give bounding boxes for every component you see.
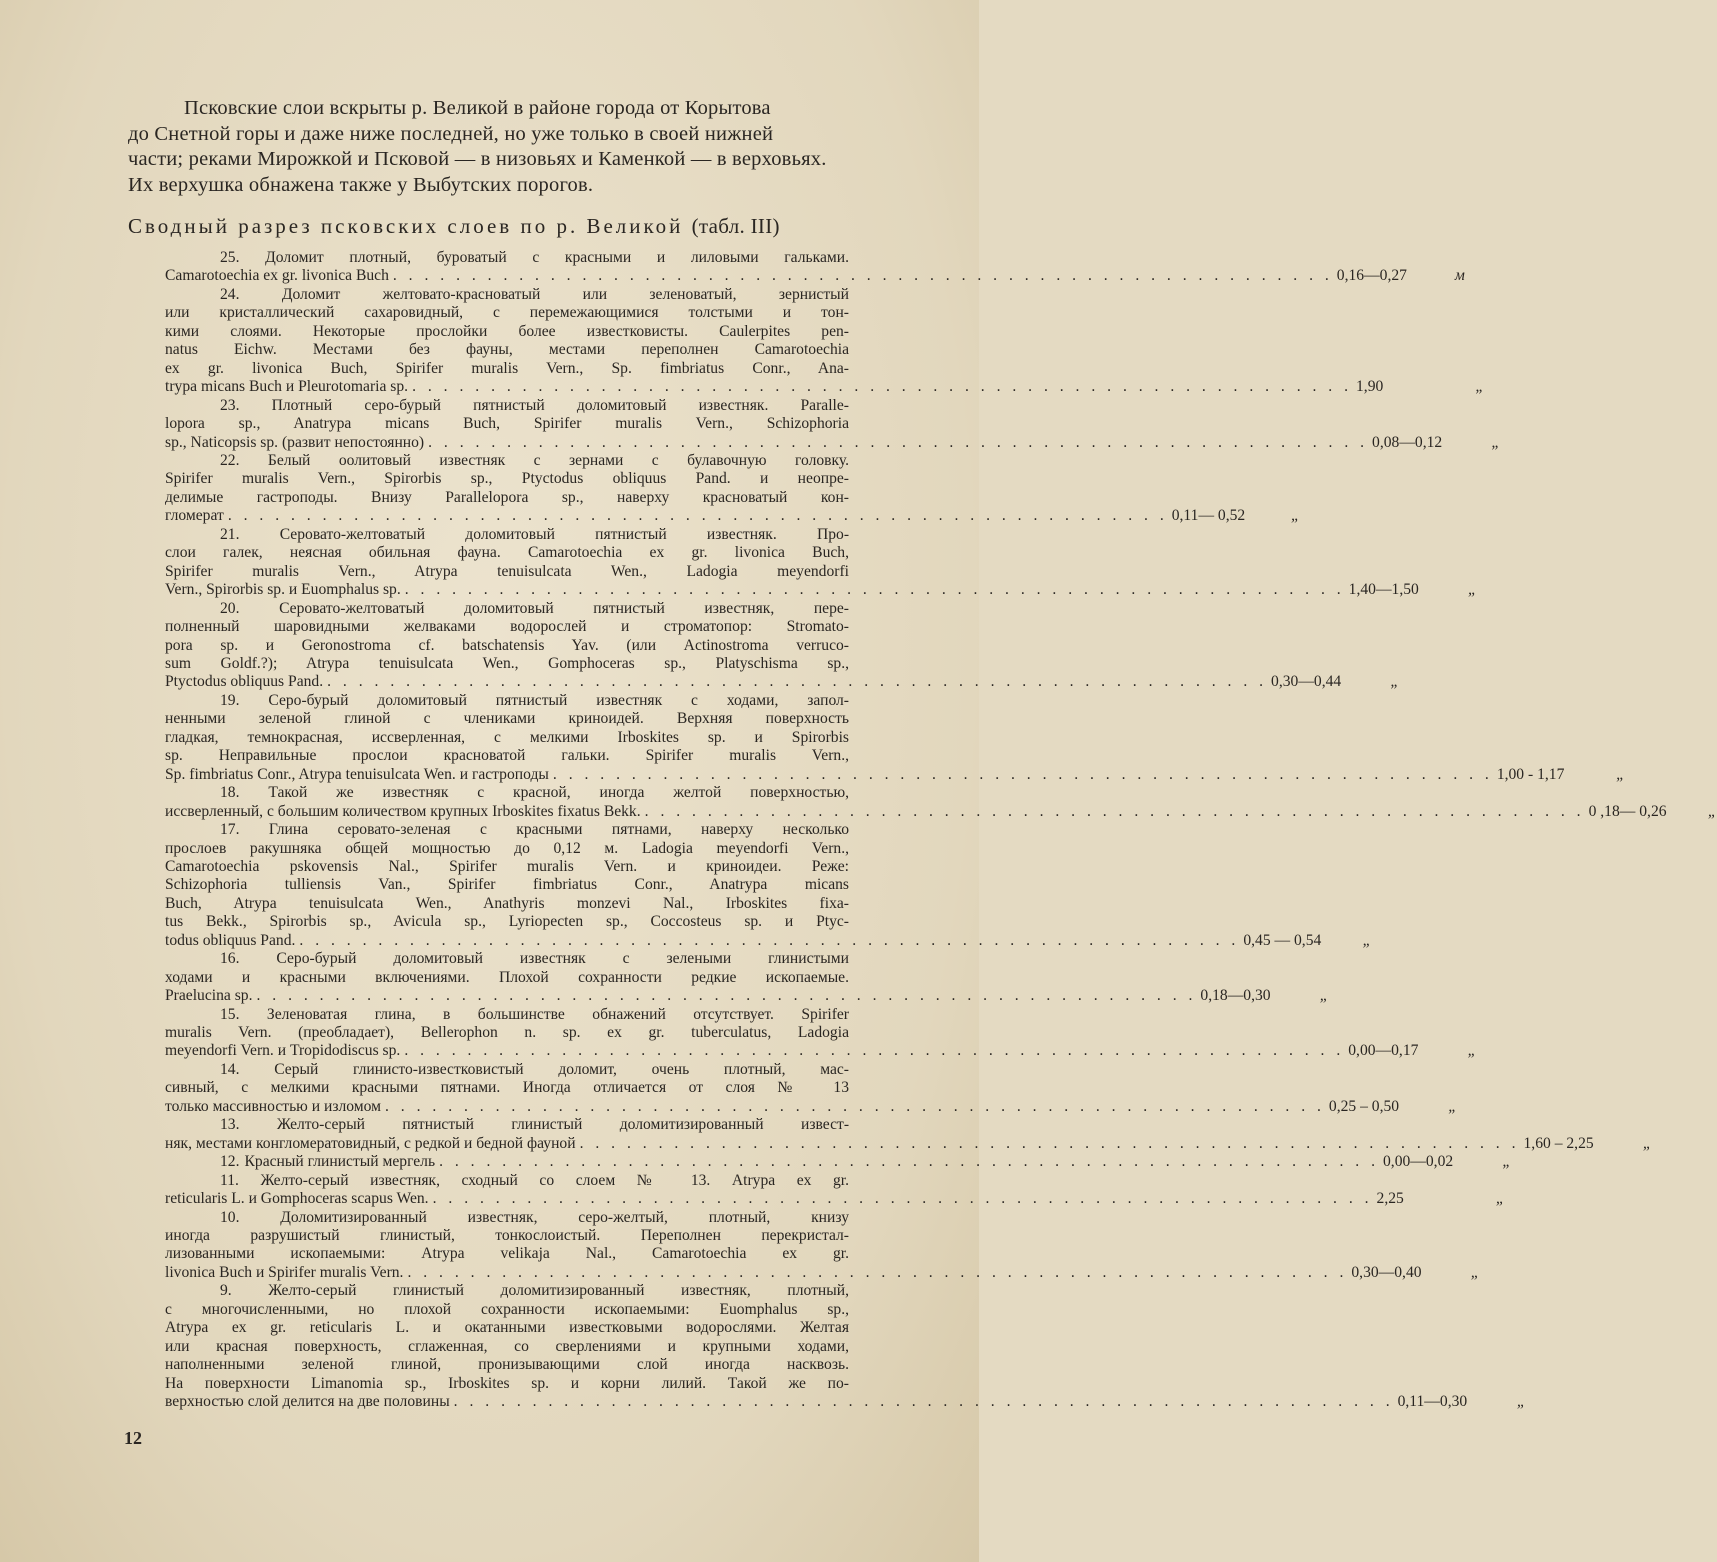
layer-text-line: sp., Naticopsis sp. (развит непостоянно) xyxy=(165,433,425,451)
thickness-unit: „ xyxy=(1291,507,1300,525)
layer-number: 9. xyxy=(220,1282,269,1300)
dot-leader: . . . . . . . . . . . . . . . . . . . . . . . . . . . . . . . . . . . . . . . . . . . . . . . . . . . . . . . . . . . . xyxy=(412,378,1352,396)
thickness-unit: „ xyxy=(1467,581,1477,599)
layer-entry xyxy=(165,1005,1477,1061)
layer-text-line: иногда разрушистый глинистый, тонкослоистый. Переполнен перекристал- xyxy=(165,1227,849,1245)
layer-text-line: иссверленный, с большим количеством крупных Irboskites fixatus Bekk. xyxy=(165,802,641,820)
layer-text-line: слои галек, неясная обильная фауна. Camarotoechia ex gr. livonica Buch, xyxy=(165,544,849,562)
table-reference: (табл. III) xyxy=(691,214,780,238)
layer-text-line: На поверхности Limanomia sp., Irboskites sp. и корни лилий. Такой же по- xyxy=(165,1374,849,1392)
layer-text-line: sum Goldf.?); Atrypa tenuisulcata Wen., Gomphoceras sp., Platyschisma sp., xyxy=(165,654,849,672)
thickness-unit: „ xyxy=(1390,673,1400,691)
layer-number: 14. xyxy=(220,1060,275,1078)
layer-line xyxy=(165,470,849,488)
layer-text-line: гладкая, темнокрасная, иссверленная, с мелкими Irboskites sp. и Spirorbis xyxy=(165,728,849,746)
layer-line xyxy=(165,710,849,728)
layer-number: 20. xyxy=(220,599,280,617)
layer-line xyxy=(165,913,849,931)
layer-line xyxy=(165,397,849,415)
layer-entry xyxy=(165,451,1300,526)
layer-line xyxy=(165,876,849,894)
layer-line xyxy=(165,637,849,655)
thickness-unit: „ xyxy=(1475,378,1484,396)
dot-leader: . . . . . . . . . . . . . . . . . . . . . . . . . . . . . . . . . . . . . . . . . . . . . . . . . . . . . . . . . . . . xyxy=(579,1134,1520,1152)
layer-text-line: Желто-серый глинистый доломитизированный известняк, плотный, xyxy=(268,1282,849,1300)
layer-line-last xyxy=(165,378,1484,396)
layer-line xyxy=(165,1061,849,1079)
thickness-unit: „ xyxy=(1616,765,1625,783)
layer-entry xyxy=(165,599,1400,692)
layer-entry xyxy=(165,784,1717,821)
layer-text-line: Camarotoechia ex gr. livonica Buch xyxy=(165,267,389,285)
layer-text-line: наполненными зеленой глиной, пронизывающими слой иногда насквозь. xyxy=(165,1356,849,1374)
layer-text-line: Vern., Spirorbis sp. и Euomphalus sp. xyxy=(165,581,401,599)
layer-text-line: Красный глинистый мергель xyxy=(244,1153,436,1171)
layer-text-line: Доломит плотный, буроватый с красными и лиловыми гальками. xyxy=(265,249,850,266)
thickness-value: 0 ,18— 0,26 xyxy=(1588,802,1667,820)
layer-text-line: с многочисленными, но плохой сохранности ископаемыми: Euomphalus sp., xyxy=(165,1300,849,1318)
thickness-value: 1,90 xyxy=(1356,378,1384,396)
layer-line xyxy=(165,895,849,913)
layer-list xyxy=(165,249,1717,1412)
layer-entry xyxy=(165,396,1501,452)
layer-text-line: Atrypa ex gr. reticularis L. и окатанными известковыми водорослями. Желтая xyxy=(165,1319,849,1337)
layer-line xyxy=(165,1116,849,1134)
section-title: Сводный разрез псковских слоев по р. Великой xyxy=(128,214,684,238)
layer-text-line: trypa micans Buch и Pleurotomaria sp. xyxy=(165,378,409,396)
layer-text-line: Белый оолитовый известняк с зернами с булавочную головку. xyxy=(267,451,850,469)
layer-line xyxy=(165,692,849,710)
layer-text-line: muralis Vern. (преобладает), Bellerophon n. sp. ex gr. tuberculatus, Ladogia xyxy=(165,1024,849,1042)
layer-text-line: Spirifer muralis Vern., Atrypa tenuisulcata Wen., Ladogia meyendorfi xyxy=(165,562,849,580)
layer-entry xyxy=(165,691,1625,784)
layer-number: 24. xyxy=(220,285,282,303)
layer-line xyxy=(165,360,849,378)
layer-line xyxy=(165,1006,849,1024)
layer-line-last xyxy=(165,931,1372,950)
layer-line xyxy=(165,969,849,987)
layer-entry xyxy=(165,1208,1480,1283)
layer-line xyxy=(165,1301,849,1319)
layer-number: 23. xyxy=(220,396,272,414)
layer-text-line: Доломитизированный известняк, серо-желтый, плотный, книзу xyxy=(280,1208,849,1226)
thickness-value: 0,45 — 0,54 xyxy=(1243,931,1322,949)
thickness-unit: „ xyxy=(1470,1263,1480,1281)
layer-entry xyxy=(165,285,1484,397)
layer-line-last xyxy=(165,581,1477,599)
intro-paragraph xyxy=(128,96,964,198)
layer-text-line: прослоев ракушняка общей мощностью до 0,12 м. Ladogia meyendorfi Vern., xyxy=(165,839,849,857)
thickness-value: 0,11—0,30 xyxy=(1397,1393,1468,1411)
layer-number: 21. xyxy=(220,525,280,543)
layer-entry xyxy=(165,525,1477,600)
layer-line xyxy=(165,747,849,765)
layer-number: 12. xyxy=(220,1153,240,1171)
layer-number: 19. xyxy=(220,691,269,709)
layer-text-line: Camarotoechia pskovensis Nal., Spirifer muralis Vern. и криноидеи. Реже: xyxy=(165,857,849,875)
layer-text-line: Серый глинисто-известковистый доломит, очень плотный, мас- xyxy=(274,1060,850,1078)
layer-line xyxy=(165,286,849,304)
layer-line xyxy=(165,821,849,839)
layer-text-line: todus obliquus Pand. xyxy=(165,931,296,949)
layer-text-line: Серо-бурый доломитовый известняк с зелеными глинистыми xyxy=(276,950,849,968)
layer-line xyxy=(165,544,849,562)
layer-line xyxy=(165,323,849,341)
page-number: 12 xyxy=(124,1428,142,1448)
dot-leader: . . . . . . . . . . . . . . . . . . . . . . . . . . . . . . . . . . . . . . . . . . . . . . . . . . . . . . . . . . . . xyxy=(404,1042,1345,1060)
dot-leader: . . . . . . . . . . . . . . . . . . . . . . . . . . . . . . . . . . . . . . . . . . . . . . . . . . . . . . . . . . . . xyxy=(392,267,1333,285)
layer-entry xyxy=(165,249,1465,286)
layer-text-line: natus Eichw. Местами без фауны, местами переполнен Camarotoechia xyxy=(165,341,849,359)
layer-line xyxy=(165,1319,849,1337)
layer-line xyxy=(165,1282,849,1300)
layer-line xyxy=(165,1024,849,1042)
layer-text-line: Желто-серый известняк, сходный со слоем № 13. Atrypa ex gr. xyxy=(260,1171,850,1189)
dot-leader: . . . . . . . . . . . . . . . . . . . . . . . . . . . . . . . . . . . . . . . . . . . . . . . . . . . . . . . . . . . . xyxy=(439,1153,1379,1171)
layer-line xyxy=(165,1209,849,1227)
thickness-value: 0,00—0,02 xyxy=(1383,1153,1454,1171)
layer-line xyxy=(165,415,849,433)
layer-line xyxy=(165,489,849,507)
dot-leader: . . . . . . . . . . . . . . . . . . . . . . . . . . . . . . . . . . . . . . . . . . . . . . . . . . . . . . . . . . . . xyxy=(428,433,1369,451)
intro-line: части; реками Мирожкой и Псковой — в низовьях и Каменкой — в верховьях. xyxy=(128,148,827,170)
layer-line xyxy=(165,1356,849,1374)
layer-text-line: lopora sp., Anatrypa micans Buch, Spirifer muralis Vern., Schizophoria xyxy=(165,415,849,433)
thickness-unit: „ xyxy=(1642,1134,1652,1152)
layer-entry xyxy=(165,1153,1511,1171)
layer-line xyxy=(165,1338,849,1356)
thickness-value: 0,08—0,12 xyxy=(1372,433,1443,451)
layer-line-last xyxy=(165,987,1329,1005)
thickness-value: 0,16—0,27 xyxy=(1336,267,1407,285)
layer-number: 22. xyxy=(220,451,268,469)
thickness-value: 2,25 xyxy=(1376,1190,1404,1208)
thickness-value: 0,30—0,40 xyxy=(1351,1263,1422,1281)
layer-entry xyxy=(165,950,1329,1005)
layer-line-last xyxy=(165,1393,1526,1411)
layer-line xyxy=(165,1375,849,1393)
thickness-unit: м xyxy=(1454,267,1465,285)
layer-line-last xyxy=(165,433,1501,452)
layer-line xyxy=(165,784,849,802)
layer-text-line: делимые гастроподы. Внизу Parallelopora sp., наверху красноватый кон- xyxy=(165,488,849,506)
layer-text-line: Ptyctodus obliquus Pand. xyxy=(165,673,324,691)
layer-line-last xyxy=(165,673,1400,691)
thickness-unit: „ xyxy=(1502,1153,1511,1171)
layer-text-line: Плотный серо-бурый пятнистый доломитовый известняк. Paralle- xyxy=(271,396,850,414)
thickness-unit: „ xyxy=(1319,987,1329,1005)
layer-text-line: Schizophoria tulliensis Van., Spirifer fimbriatus Conr., Anatrypa micans xyxy=(165,876,849,894)
layer-line xyxy=(165,1245,849,1263)
layer-text-line: ненными зеленой глиной с члениками криноидей. Верхняя поверхность xyxy=(165,710,849,728)
layer-text-line: или красная поверхность, сглаженная, со сверлениями и крупными ходами, xyxy=(165,1337,849,1355)
layer-number: 10. xyxy=(220,1208,281,1226)
layer-line xyxy=(165,840,849,858)
layer-text-line: Зеленоватая глина, в большинстве обнажений отсутствует. Spirifer xyxy=(266,1005,850,1023)
layer-text-line: Глина серовато-зеленая с красными пятнами, наверху несколько xyxy=(268,821,850,839)
layer-line-last xyxy=(165,1097,1457,1116)
layer-line xyxy=(165,1079,849,1097)
layer-text-line: кими слоями. Некоторые прослойки более известковисты. Caulerpites pen- xyxy=(165,322,849,340)
layer-line xyxy=(165,526,849,544)
thickness-value: 0,00—0,17 xyxy=(1348,1042,1419,1060)
dot-leader: . . . . . . . . . . . . . . . . . . . . . . . . . . . . . . . . . . . . . . . . . . . . . . . . . . . . . . . . . . . . xyxy=(552,765,1493,783)
layer-text-line: Серовато-желтоватый доломитовый пятнистый известняк. Про- xyxy=(279,525,850,543)
layer-line xyxy=(165,950,849,968)
layer-number: 15. xyxy=(220,1005,267,1023)
layer-line xyxy=(165,304,849,322)
layer-entry xyxy=(165,1116,1652,1153)
layer-line-last xyxy=(165,1263,1480,1282)
section-heading xyxy=(128,211,964,241)
layer-text-line: meyendorfi Vern. и Tropidodiscus sp. xyxy=(165,1042,401,1060)
thickness-value: 0,25 – 0,50 xyxy=(1328,1097,1400,1115)
intro-line: Псковские слои вскрыты р. Великой в районе города от Корытова xyxy=(184,97,771,119)
layer-line-last xyxy=(165,1042,1477,1060)
layer-text-line: лизованными ископаемыми: Atrypa velikaja Nal., Camarotoechia ex gr. xyxy=(165,1245,849,1263)
layer-text-line: Spirifer muralis Vern., Spirorbis sp., Ptyctodus obliquus Pand. и неопре- xyxy=(165,470,849,488)
layer-line xyxy=(165,1227,849,1245)
layer-text-line: Sp. fimbriatus Conr., Atrypa tenuisulcata Wen. и гастроподы xyxy=(165,765,549,783)
layer-text-line: pora sp. и Geronostroma cf. batschatensis Yav. (или Actinostroma verruco- xyxy=(165,636,849,654)
thickness-value: 1,00 - 1,17 xyxy=(1496,765,1565,783)
layer-line-last xyxy=(165,507,1300,525)
layer-text-line: няк, местами конгломератовидный, с редкой и бедной фауной xyxy=(165,1134,576,1152)
thickness-unit: „ xyxy=(1495,1190,1505,1208)
thickness-unit: „ xyxy=(1491,433,1501,451)
intro-line: Их верхушка обнажена также у Выбутских порогов. xyxy=(128,173,594,196)
layer-text-line: ex gr. livonica Buch, Spirifer muralis Vern., Sp. fimbriatus Conr., Ana- xyxy=(165,359,849,377)
dot-leader: . . . . . . . . . . . . . . . . . . . . . . . . . . . . . . . . . . . . . . . . . . . . . . . . . . . . . . . . . . . . xyxy=(404,581,1345,599)
layer-number: 17. xyxy=(220,821,269,839)
layer-entry xyxy=(165,821,1372,950)
thickness-unit: „ xyxy=(1707,802,1717,820)
layer-line xyxy=(165,655,849,673)
thickness-value: 0,18—0,30 xyxy=(1200,987,1271,1005)
layer-line xyxy=(165,858,849,876)
layer-text-line: полненный шаровидными желваками водорослей и строматопор: Stromato- xyxy=(165,618,849,636)
thickness-value: 1,60 – 2,25 xyxy=(1523,1134,1594,1152)
thickness-value: 1,40—1,50 xyxy=(1348,581,1419,599)
dot-leader: . . . . . . . . . . . . . . . . . . . . . . . . . . . . . . . . . . . . . . . . . . . . . . . . . . . . . . . . . . . . xyxy=(432,1190,1373,1208)
layer-text-line: Buch, Atrypa tenuisulcata Wen., Anathyris monzevi Nal., Irboskites fixa- xyxy=(165,894,849,912)
layer-line-last xyxy=(165,1134,1652,1153)
dot-leader: . . . . . . . . . . . . . . . . . . . . . . . . . . . . . . . . . . . . . . . . . . . . . . . . . . . . . . . . . . . . xyxy=(407,1263,1348,1281)
thickness-unit: „ xyxy=(1362,931,1372,949)
layer-text-line: верхностью слой делится на две половины xyxy=(165,1393,450,1411)
layer-text-line: Praelucina sp. xyxy=(165,987,253,1005)
layer-line xyxy=(165,600,849,618)
layer-number: 16. xyxy=(220,950,277,968)
dot-leader: . . . . . . . . . . . . . . . . . . . . . . . . . . . . . . . . . . . . . . . . . . . . . . . . . . . . . . . . . . . . xyxy=(453,1393,1394,1411)
layer-text-line: tus Bekk., Spirorbis sp., Avicula sp., Lyriopecten sp., Coccosteus sp. и Ptyc- xyxy=(165,913,849,931)
layer-text-line: ходами и красными включениями. Плохой сохранности редкие ископаемые. xyxy=(165,968,849,986)
layer-text-line: Доломит желтовато-красноватый или зеленоватый, зернистый xyxy=(281,285,849,303)
thickness-value: 0,11— 0,52 xyxy=(1171,507,1246,525)
layer-text-line: гломерат xyxy=(165,507,224,525)
layer-line-last xyxy=(165,1190,1505,1208)
layer-number: 11. xyxy=(220,1171,261,1189)
layer-line xyxy=(165,249,849,267)
layer-number: 18. xyxy=(220,784,269,802)
layer-entry xyxy=(165,1060,1457,1116)
layer-line-last xyxy=(165,802,1717,821)
dot-leader: . . . . . . . . . . . . . . . . . . . . . . . . . . . . . . . . . . . . . . . . . . . . . . . . . . . . . . . . . . . . xyxy=(644,802,1585,820)
layer-text-line: sp. Неправильные прослои красноватой гальки. Spirifer muralis Vern., xyxy=(165,747,849,765)
layer-text-line: Такой же известняк с красной, иногда желтой поверхностью, xyxy=(268,784,849,802)
thickness-value: 0,30—0,44 xyxy=(1271,673,1342,691)
thickness-unit: „ xyxy=(1516,1393,1526,1411)
layer-line xyxy=(165,1172,849,1190)
layer-text-line: сивный, с мелкими красными пятнами. Иногда отличается от слоя № 13 xyxy=(165,1079,849,1097)
layer-line xyxy=(165,563,849,581)
dot-leader: . . . . . . . . . . . . . . . . . . . . . . . . . . . . . . . . . . . . . . . . . . . . . . . . . . . . . . . . . . . . xyxy=(385,1097,1325,1115)
layer-number: 13. xyxy=(220,1116,277,1134)
layer-line xyxy=(165,618,849,636)
layer-line-last xyxy=(165,267,1465,285)
layer-text-line: reticularis L. и Gomphoceras scapus Wen. xyxy=(165,1190,429,1208)
layer-line xyxy=(165,341,849,359)
thickness-unit: „ xyxy=(1467,1042,1477,1060)
layer-entry xyxy=(165,1282,1526,1411)
intro-line: до Снетной горы и даже ниже последней, но уже только в своей нижней xyxy=(128,122,774,145)
layer-line xyxy=(165,729,849,747)
layer-text-line: только массивностью и изломом xyxy=(165,1097,381,1115)
layer-text-line: Серовато-желтоватый доломитовый пятнистый известняк, пере- xyxy=(279,599,850,617)
layer-entry xyxy=(165,1171,1505,1209)
thickness-unit: „ xyxy=(1448,1097,1457,1115)
dot-leader: . . . . . . . . . . . . . . . . . . . . . . . . . . . . . . . . . . . . . . . . . . . . . . . . . . . . . . . . . . . . xyxy=(256,987,1197,1005)
layer-text-line: Серо-бурый доломитовый пятнистый известняк с ходами, запол- xyxy=(268,691,850,709)
dot-leader: . . . . . . . . . . . . . . . . . . . . . . . . . . . . . . . . . . . . . . . . . . . . . . . . . . . . . . . . . . . . xyxy=(327,673,1268,691)
layer-line-last xyxy=(165,1153,1511,1171)
dot-leader: . . . . . . . . . . . . . . . . . . . . . . . . . . . . . . . . . . . . . . . . . . . . . . . . . . . . . . . . . . . . xyxy=(299,931,1240,949)
layer-text-line: livonica Buch и Spirifer muralis Vern. xyxy=(165,1263,404,1281)
layer-line xyxy=(165,452,849,470)
layer-text-line: или кристаллический сахаровидный, с перемежающимися толстыми и тон- xyxy=(165,304,849,322)
dot-leader: . . . . . . . . . . . . . . . . . . . . . . . . . . . . . . . . . . . . . . . . . . . . . . . . . . . . . . . . . . . . xyxy=(227,507,1168,525)
layer-number: 25. xyxy=(220,249,266,266)
layer-text-line: Желто-серый пятнистый глинистый доломитизированный извест- xyxy=(276,1116,850,1134)
layer-line-last xyxy=(165,765,1625,784)
